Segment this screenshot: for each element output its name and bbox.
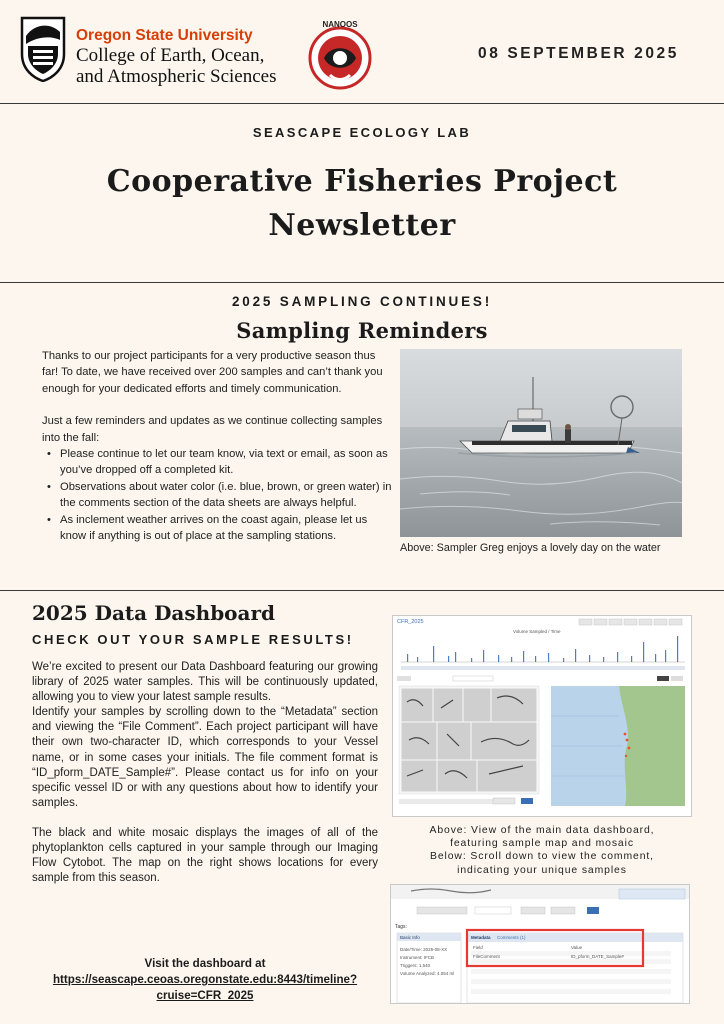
tab-comments[interactable]: Comments (1) xyxy=(497,935,526,940)
sampler-boat-photo xyxy=(400,349,682,537)
title-line-2: Newsletter xyxy=(268,208,456,243)
dashboard-mockup xyxy=(393,616,692,817)
basic-info-line: Volume Analyzed: 4.054 ml xyxy=(400,971,455,976)
header-divider xyxy=(0,103,724,104)
caption-line-1: Above: View of the main data dashboard, xyxy=(429,825,655,836)
sampling-intro: Thanks to our project participants for a very productive season thus far! To date, we have received over 200 samples and can’t thank you enough for your dedicated efforts and timely communication. xyxy=(42,350,383,395)
chart-title: Volume Sampled / Time xyxy=(513,629,561,634)
dashboard-para-3: The black and white mosaic displays the images of all of the phytoplankton cells captured in your sample through our Imaging Flow Cytobot. The map on the right shows locations for every sample from this season. xyxy=(32,826,378,885)
boat-photo-caption: Above: Sampler Greg enjoys a lovely day on the water xyxy=(400,542,661,554)
dashboard-title: 2025 Data Dashboard xyxy=(32,601,275,625)
dashboard-visit xyxy=(32,956,378,1004)
sampling-text xyxy=(42,348,392,544)
nanoos-logo-text: NANOOS xyxy=(322,20,358,29)
dashboard-para-1: We’re excited to present our Data Dashboard featuring our growing library of 2025 water samples. This will be continuously updated, allowing you to view your latest sample results. xyxy=(32,661,378,704)
cruise-label: CFR_2025 xyxy=(397,619,424,625)
osu-beaver-logo xyxy=(16,14,70,82)
college-line-2: and Atmospheric Sciences xyxy=(76,66,277,87)
basic-info-title: Basic Info xyxy=(400,935,420,940)
dashboard-kicker: CHECK OUT YOUR SAMPLE RESULTS! xyxy=(32,632,354,647)
title-line-1: Cooperative Fisheries Project xyxy=(106,164,618,199)
tab-metadata[interactable]: Metadata xyxy=(471,935,491,940)
caption-line-2: featuring sample map and mosaic xyxy=(450,838,634,850)
file-comment-value: ID_pform_DATE_Sample# xyxy=(571,954,624,959)
list-item: • Please continue to let our team know, via text or email, as soon as you’ve dropped off a completed kit. xyxy=(42,446,392,479)
issue-date: 08 SEPTEMBER 2025 xyxy=(478,45,679,62)
col-field-header: Field xyxy=(473,945,483,950)
university-name: Oregon State University xyxy=(76,27,253,44)
reminders-list xyxy=(42,446,392,544)
lab-name: SEASCAPE ECOLOGY LAB xyxy=(252,125,472,140)
sampling-kicker: 2025 SAMPLING CONTINUES! xyxy=(232,294,492,309)
metadata-mockup xyxy=(391,885,690,1004)
basic-info-line: Instrument: IFCB xyxy=(400,955,435,960)
col-value-header: Value xyxy=(571,945,583,950)
dashboard-text xyxy=(32,660,378,901)
caption-line-4: indicating your unique samples xyxy=(457,864,627,876)
dashboard-link[interactable]: https://seascape.ceoas.oregonstate.edu:8443/timeline?cruise=CFR_2025 xyxy=(52,973,358,1002)
file-comment-field: FileComment xyxy=(473,954,500,959)
sampling-divider xyxy=(0,590,724,591)
newsletter-title xyxy=(0,160,724,248)
dashboard-para-2: Identify your samples by scrolling down to the “Metadata” section and viewing the “File Comment”. Each project participant will have their own two-character ID, which corresponds to your Vessel name, or in some cases your initials. The file comment format is “ID_pform_DATE_Sample#”. Please contact us for info on your specific vessel ID or with any questions about how to identify your samples. xyxy=(32,706,378,809)
college-line-1: College of Earth, Ocean, xyxy=(76,45,265,66)
list-item: • Observations about water color (i.e. blue, brown, or green water) in the comments section of the data sheets are always helpful. xyxy=(42,479,392,512)
basic-info-line: Triggers: 1,540 xyxy=(400,963,431,968)
tags-label: Tags: xyxy=(395,924,407,930)
newsletter-header xyxy=(0,0,724,103)
dashboard-caption xyxy=(390,824,694,877)
nanoos-logo xyxy=(300,15,380,95)
list-item: • As inclement weather arrives on the coast again, please let us know if anything is out of place at the sampling stations. xyxy=(42,512,392,545)
visit-label: Visit the dashboard at xyxy=(144,957,266,970)
basic-info-line: Date/Time: 2025-08-XX xyxy=(400,947,448,952)
masthead-divider xyxy=(0,282,724,283)
college-name xyxy=(76,45,277,87)
reminders-lead: Just a few reminders and updates as we continue collecting samples into the fall: xyxy=(42,415,383,444)
sampling-title: Sampling Reminders xyxy=(236,318,488,343)
dashboard-screenshot-main xyxy=(392,615,692,817)
dashboard-screenshot-metadata xyxy=(390,884,690,1004)
caption-line-3: Below: Scroll down to view the comment, xyxy=(430,851,654,863)
